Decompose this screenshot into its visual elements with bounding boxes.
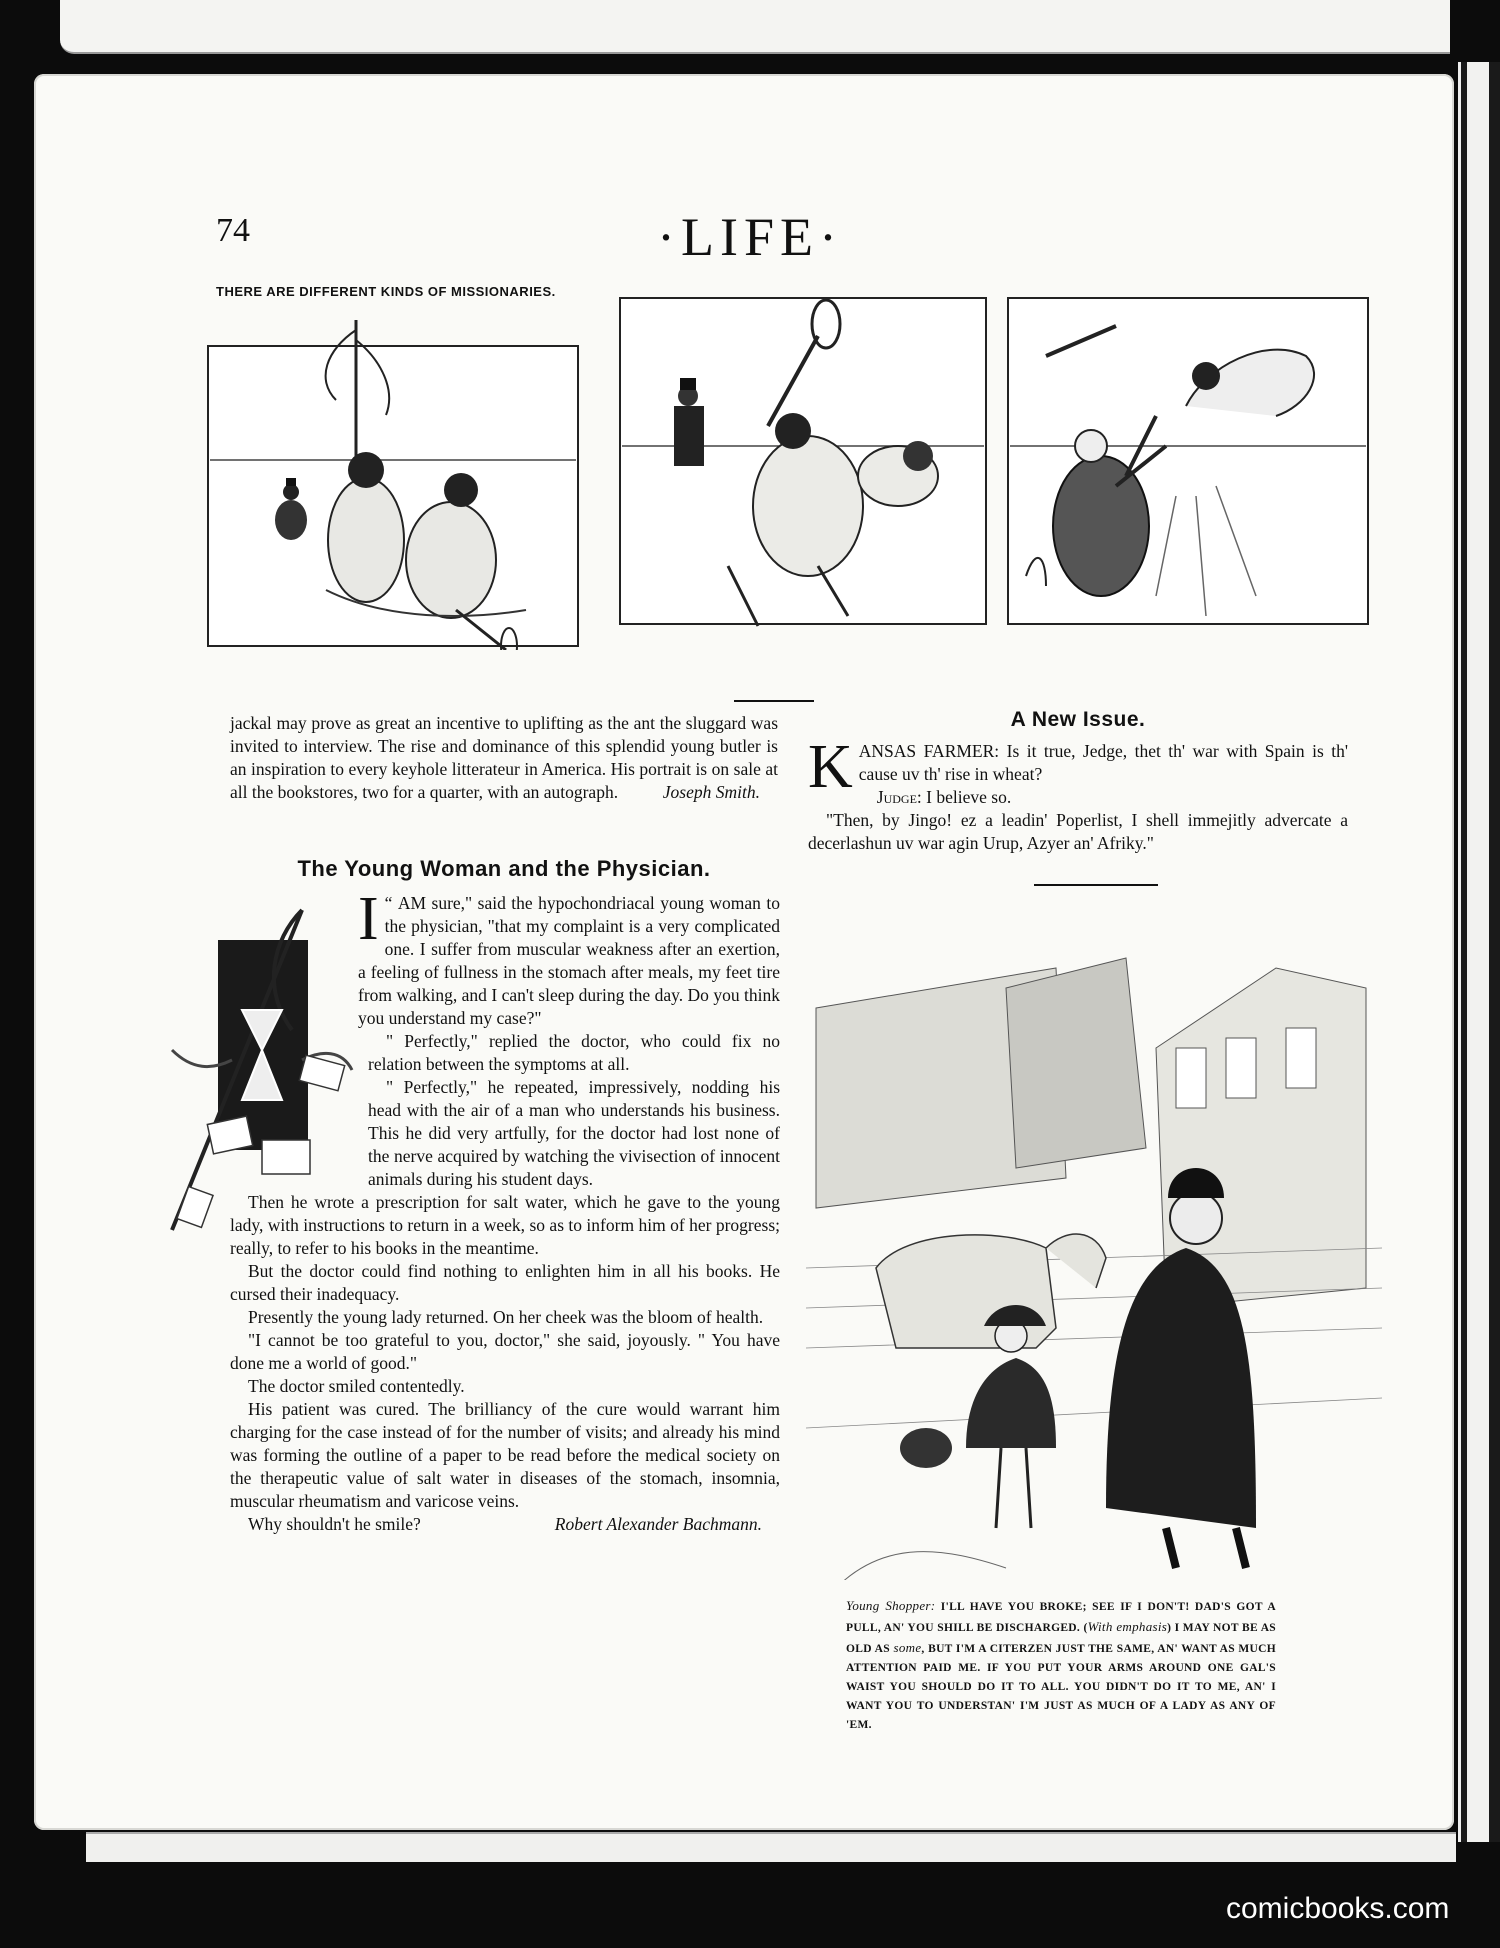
story-paragraph: " Perfectly," replied the doctor, who could fix no relation between the symptoms at all.: [368, 1031, 780, 1074]
caption-text-3: , BUT I'M A CITERZEN JUST THE SAME, AN' WANT AS MUCH ATTENTION PAID ME. IF YOU PUT YOUR ARMS AROUND ONE GAL'S WAIST YOU SHOULD DO IT TO ALL. YOU DIDN'T DO IT TO ME, AN' I WANT YOU TO UNDERSTAN' I'M JUST AS MUCH OF A LADY AS ANY OF 'EM.: [846, 1643, 1277, 1731]
new-issue-title: A New Issue.: [1010, 708, 1146, 731]
signature-joseph-smith: Joseph Smith.: [662, 782, 760, 802]
caption-emphasis: With emphasis: [1087, 1619, 1168, 1634]
story-column: [230, 885, 780, 1536]
signature-bachmann: Robert Alexander Bachmann.: [554, 1514, 762, 1534]
policeman-shopper-illustration: [806, 928, 1382, 1580]
story-paragraph: " Perfectly," he repeated, impressively, nodding his head with the air of a man who understands his business. This he did very artfully, for the doctor had lost none of the nerve acquired by watching the vivisection of innocent animals during his student days.: [368, 1077, 780, 1189]
speaker-farmer: ANSAS FARMER:: [858, 741, 1000, 761]
story-opening: [230, 885, 780, 1030]
story-paragraph: The doctor smiled contentedly.: [248, 1376, 465, 1396]
story-first-paragraph: AM sure," said the hypochondriacal young woman to the physician, "that my complaint is a very complicated one. I suffer from muscular weakness after an exertion, a feeling of fullness in the stomach after meals, my feet tire from walking, and I can't sleep during the day. Do you think you understand my case?": [358, 893, 780, 1028]
divider-rule: [734, 700, 814, 702]
caption-text-2: ) I MAY NOT BE AS OLD AS: [846, 1622, 1277, 1655]
story-paragraph: "I cannot be too grateful to you, doctor," she said, joyously. " You have done me a world of good.": [230, 1330, 780, 1373]
caption-text-1: I'LL HAVE YOU BROKE; SEE IF I DON'T! DAD'S GOT A PULL, AN' YOU SHILL BE DISCHARGED. (: [846, 1601, 1276, 1634]
judge-line: I believe so.: [921, 787, 1012, 807]
watermark: comicbooks.com: [1226, 1892, 1450, 1925]
cartoon-panel-2: [618, 296, 988, 660]
farmer-line: Is it true, Jedge, thet th' war with Spain is th' cause uv th' rise in wheat?: [858, 741, 1348, 784]
caption-speaker: Young Shopper:: [846, 1598, 936, 1613]
underlying-page-edge: [60, 0, 1450, 54]
cartoon-panel-1: [206, 320, 596, 650]
page-number: 74: [216, 212, 250, 249]
story-paragraph: But the doctor could find nothing to enlighten him in all his books. He cursed their inadequacy.: [230, 1261, 780, 1304]
masthead: ·LIFE·: [657, 207, 843, 267]
story-paragraph: Presently the young lady returned. On her cheek was the bloom of health.: [248, 1307, 764, 1327]
story-paragraph: Then he wrote a prescription for salt water, which he gave to the young lady, with instructions to return in a week, so as to inform him of her progress; really, to refer to his books in the meantime.: [230, 1192, 780, 1258]
story-last-text: Why shouldn't he smile?: [248, 1514, 421, 1534]
new-issue-closing: "Then, by Jingo! ez a leadin' Poperlist, I shell immejitly advercate a decerlashun uv war agin Urup, Azyer an' Afriky.": [808, 810, 1348, 853]
cartoon-caption: THERE ARE DIFFERENT KINDS OF MISSIONARIES.: [216, 284, 556, 299]
illustration-caption: [846, 1596, 1276, 1735]
story-paragraph: His patient was cured. The brilliancy of the cure would warrant him charging for the case instead of for the number of visits; and already his mind was forming the outline of a paper to be read before the medical society on the therapeutic value of salt water in diseases of the stomach, insomnia, muscular rheumatism and varicose veins.: [230, 1399, 780, 1511]
story-last-line: [230, 1513, 780, 1536]
opening-quote: “: [384, 893, 398, 913]
story-title: The Young Woman and the Physician.: [297, 856, 711, 881]
new-issue-column: [808, 733, 1348, 855]
speaker-judge: Judge:: [876, 787, 922, 807]
new-issue-judge: [808, 786, 1348, 809]
caption-some: some: [893, 1640, 922, 1655]
continuation-paragraph: jackal may prove as great an incentive to uplifting as the ant the sluggard was invited to interview. The rise and dominance of this splendid young butler is an inspiration to every keyhole litterateur in America. His portrait is on sale at all the bookstores, two for a quarter, with an autograph.: [230, 713, 778, 802]
next-page-edge: [1458, 62, 1500, 1842]
left-column-continuation: [230, 712, 778, 804]
divider-rule-right: [1034, 884, 1158, 886]
cartoon-panel-3: [1006, 296, 1374, 660]
dropcap-k: K: [808, 733, 853, 801]
dropcap-i: I: [358, 885, 379, 953]
bottom-page-edge: [86, 1832, 1456, 1862]
